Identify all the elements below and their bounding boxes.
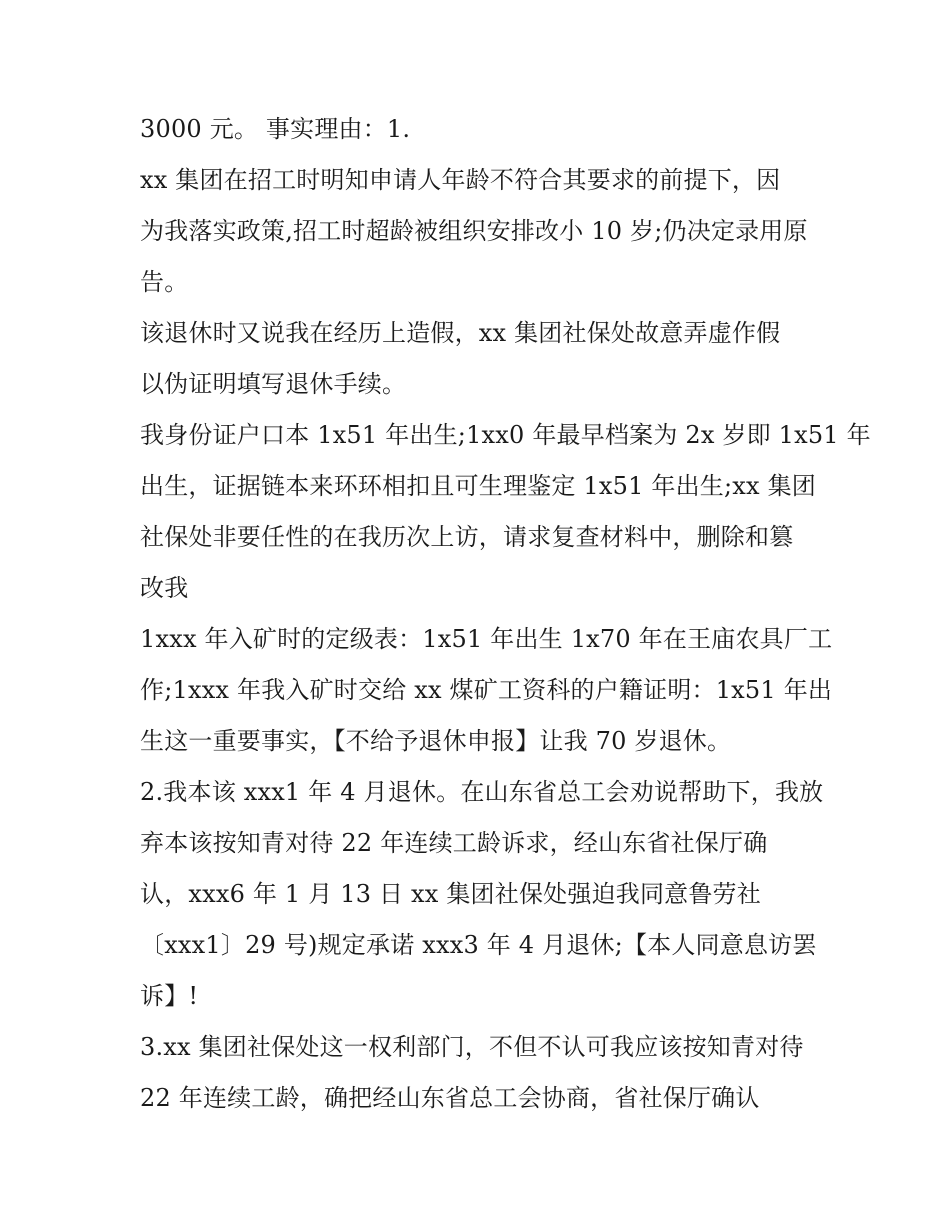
text-line: xx 集团在招工时明知申请人年龄不符合其要求的前提下，因 [140,166,781,194]
text-line: 3000 元。 事实理由：1. [140,115,411,143]
text-line: 生这一重要事实，【不给予退休申报】让我 70 岁退休。 [140,727,732,755]
text-line: 2.我本该 xxx1 年 4 月退休。在山东省总工会劝说帮助下，我放 [140,778,824,806]
text-line: 该退休时又说我在经历上造假，xx 集团社保处故意弄虚作假 [140,319,781,347]
text-line: 出生，证据链本来环环相扣且可生理鉴定 1x51 年出生;xx 集团 [140,472,816,500]
text-line: 以伪证明填写退休手续。 [140,370,407,398]
text-line: 3.xx 集团社保处这一权利部门，不但不认可我应该按知青对待 [140,1033,804,1061]
text-line: 〔xxx1〕29 号)规定承诺 xxx3 年 4 月退休;【本人同意息访罢 [140,931,817,959]
text-line: 我身份证户口本 1x51 年出生;1xx0 年最早档案为 2x 岁即 1x51 年 [140,421,871,449]
text-line: 22 年连续工龄，确把经山东省总工会协商，省社保厅确认 [140,1084,760,1112]
text-line: 告。 [140,268,189,296]
text-line: 改我 [140,574,189,602]
text-line: 作;1xxx 年我入矿时交给 xx 煤矿工资科的户籍证明：1x51 年出 [140,676,833,704]
text-line: 为我落实政策,招工时超龄被组织安排改小 10 岁;仍决定录用原 [140,217,808,245]
document-body [140,104,871,1124]
text-line: 诉】! [140,982,199,1010]
text-line: 认，xxx6 年 1 月 13 日 xx 集团社保处强迫我同意鲁劳社 [140,880,761,908]
text-line: 社保处非要任性的在我历次上访，请求复查材料中，删除和篡 [140,523,794,551]
text-line: 1xxx 年入矿时的定级表：1x51 年出生 1x70 年在王庙农具厂工 [140,625,833,653]
text-line: 弃本该按知青对待 22 年连续工龄诉求，经山东省社保厅确 [140,829,768,857]
